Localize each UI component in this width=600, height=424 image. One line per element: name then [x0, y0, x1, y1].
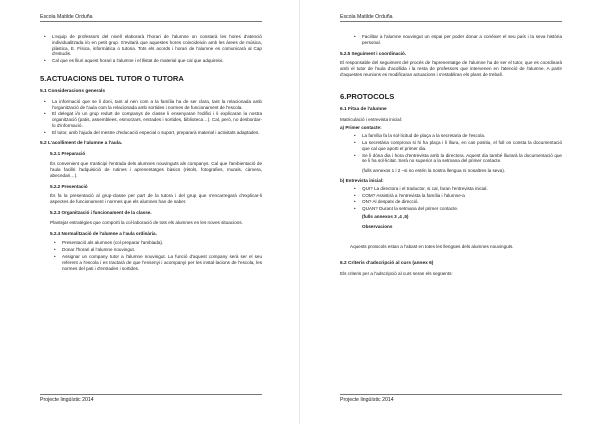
- annex-note: (fulls annexos 1 i 2 –si no entén la nostra llengua ni nosaltres la seva).: [362, 168, 506, 174]
- list-item: • La informació que se li doni, tant al nen com a la família ha de ser clara, tant la relacionada amb l'organització de l'aula com la relacionada amb sortides i normes de funcionament de l'escola.: [40, 99, 262, 111]
- list-item: • Donar l'horari al l'alumne nouvingut.: [50, 247, 262, 253]
- list-item: • COM? Assistirà a l'entrevista la família i l'alumne-a: [350, 193, 562, 199]
- initial-interview-list: [340, 186, 562, 212]
- section-heading-5: 5.ACTUACIONS DEL TUTOR O TUTORA: [40, 73, 184, 83]
- top-bullet-list: [40, 34, 262, 64]
- subsection-heading-5-2-2: 5.2.2 Presentació: [50, 183, 88, 189]
- first-contact-list: [340, 133, 562, 164]
- enrolment-label: Matriculació i entrevista inicial:: [340, 116, 403, 122]
- general-considerations-list: [40, 99, 262, 136]
- paragraph: Aquests protocols estan a l'abast en totes les llengües dels alumnes nouvinguts.: [350, 243, 514, 249]
- list-item: • El tutor, amb l'ajuda del mestre d'educació especial o suport, prepararà material i activitats adaptades.: [40, 130, 262, 136]
- paragraph: El responsable del seguiment del procés de l'aprenentatge de l'alumne ha de ser el tutor, que es coordinarà amb el tutor de l'aula d'acollida i la resta de professors que intervenen en l'atenció de l'alumne. A partir d'aquestes reunions es modificaran actuacions i s'establiran els plans de treball.: [340, 60, 562, 77]
- page-body: [340, 34, 562, 281]
- list-item: • QUAN? Durant la setmana del primer contacte.: [350, 206, 562, 212]
- normalization-list: [40, 240, 262, 271]
- list-item: • La secretària comprova si hi ha plaça i li lliura, en cas positiu, el full on consta la documentació que cal que aporti el primer dia.: [350, 140, 562, 152]
- list-item: • Presentació als alumnes (col·preparar l'ambiada).: [50, 240, 262, 246]
- observations-label: Observacions: [362, 223, 393, 229]
- list-item: • Cal que es lliuri aquest horari a l'alumne i el llistat de material que cal que adquireixi.: [40, 58, 262, 64]
- subsection-heading-5-2-3: 5.2.3 Organització i funcionament de la classe.: [50, 209, 152, 215]
- document-page-right: [300, 0, 600, 424]
- list-item: • QUI? La directora i el traductor, si cal, faran l'entrevista inicial.: [350, 186, 562, 192]
- subsection-heading-5-2-1: 5.2.1 Preparació: [50, 151, 86, 157]
- initial-interview-heading: b) Entrevista inicial:: [340, 177, 384, 183]
- paragraph: És fa la presentació al grup-classe per part de la tutora i del grup que s'encarregarà d'explicar-li aspectes de funcionament i normes que els alumnes han de saber.: [50, 193, 262, 205]
- list-item: • La família fa la sol·licitud de plaça a la secretaria de l'escola.: [350, 133, 562, 139]
- subsection-heading-5-2: 5.2 L'acolliment de l'alumne a l'aula.: [40, 140, 123, 146]
- list-item: • Facilitar a l'alumne nouvingut un espai per poder donar a conèixer el seu país i la seva història personal.: [350, 34, 562, 46]
- paragraph: Els criteris per a l'adscripció al curs seran els següents:: [340, 271, 453, 277]
- page-footer: Projecte lingüístic 2014: [40, 394, 262, 403]
- page-header: Escola Matilde Orduña: [340, 14, 562, 22]
- first-contact-heading: a) Primer contacte:: [340, 125, 382, 131]
- list-item: • ON? Al despatx de direcció.: [350, 199, 562, 205]
- page-body: [40, 34, 262, 275]
- continued-bullet-list: [340, 34, 562, 46]
- annex-note: (fulls annexos 3 ,4 ,5): [362, 213, 409, 219]
- subsection-heading-5-2-4: 5.2.4 Normalització de l'alumne a l'aula ordinària.: [50, 230, 157, 236]
- subsection-heading-6-2: 6.2 Criteris d'adscripció al curs (annex 6): [340, 261, 434, 267]
- subsection-heading-5-2-5: 5.2.5 Seguiment i coordinació.: [340, 50, 407, 56]
- list-item: • Se li dóna dia i hora d'entrevista amb la directora. Aquest dia també lliurarà la documentació que se li ha sol·licitat. Serà no superior a la setmana del primer contacte.: [350, 153, 562, 165]
- paragraph: Plantejar estratègies que comporti la col·laboració de tots els alumnes en les noves situacions.: [50, 219, 243, 225]
- page-footer: Projecte lingüístic 2014: [340, 394, 562, 403]
- list-item: • Assignar un company tutor a l'alumne nouvingut. La funció d'aquest company serà ser el seu referent a l'escola i es tractarà de que l'ensenyi i acompanyi per les instal·lacions de l'escola, les normes del pati i d'entrades i sortides.: [50, 254, 262, 271]
- section-heading-6: 6.PROTOCOLS: [340, 91, 395, 101]
- subsection-heading-5-1: 5.1 Consideracions generals: [40, 88, 106, 94]
- subsection-heading-6-1: 6.1 Fitxa de l'alumne: [340, 106, 387, 112]
- list-item: • El delegat i/o un grup reduït de companys de classe li ensenyaran l'edifici i li explicaran la nostra organització (patis, assemblees, esmorzars, entrades i sortides, biblioteca…). Cal, però, no desbordar-lo d'informació.: [40, 111, 262, 128]
- paragraph: És convenient que s'anticipi l'entrada dels alumnes nouvinguts als companys. Cal que l'ambientació de l'aula faciliti l'adquisició de rutines i aprenentatges bàsics (rètols, fotografies, murals, càmera, abecedari…).: [50, 161, 262, 178]
- list-item: • L'equip de professors del nivell elaborarà l'horari de l'alumne on constarà les hores d'atenció individualitzada i/o en petit grup. S'evitarà que aquestes hores coincideixin amb les àrees de música, plàstica, E. Física, informàtica o tutoria. Tots els acords i horari de l'alumne es comunicarà al Cap d'estudis.: [40, 34, 262, 57]
- page-header: Escola Matilde Orduña: [40, 14, 262, 22]
